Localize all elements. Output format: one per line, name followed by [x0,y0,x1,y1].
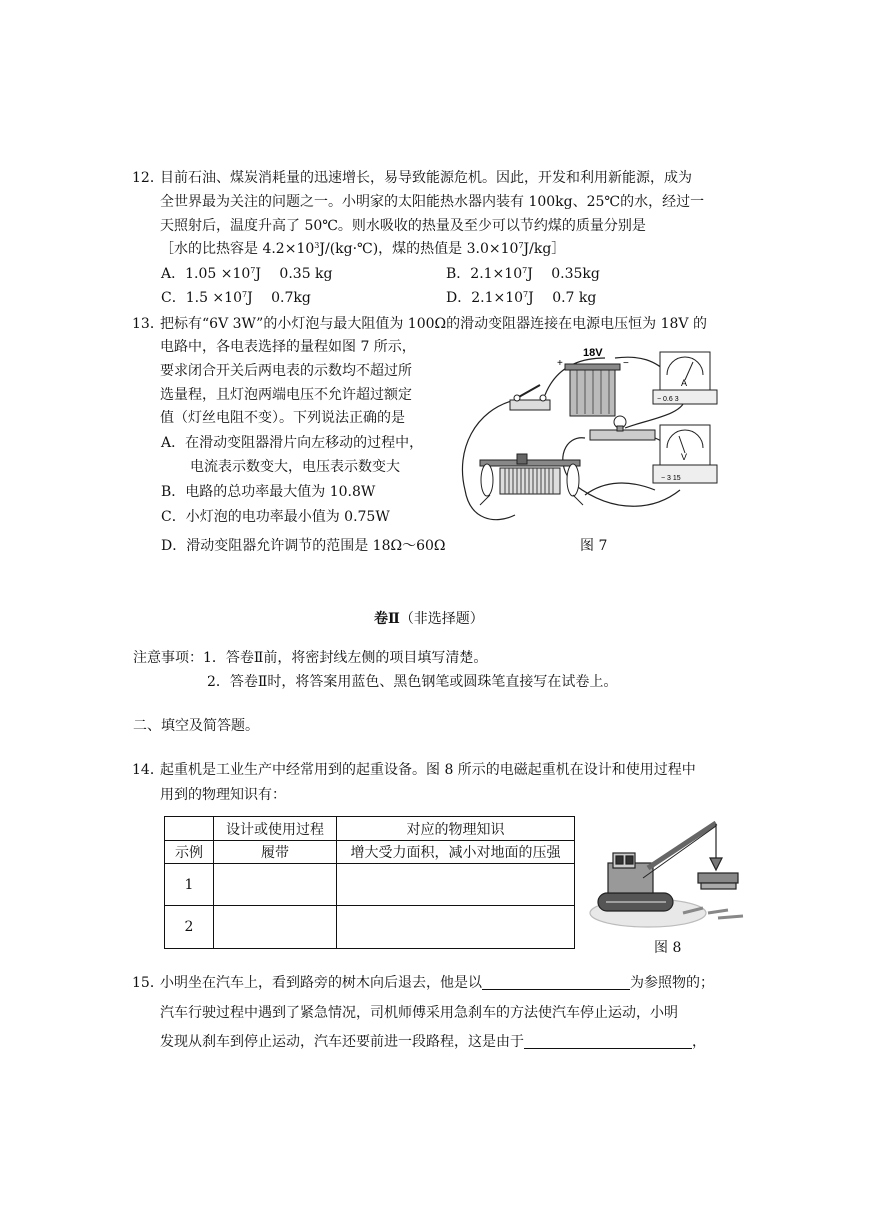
svg-text:−: − [623,358,629,369]
q14-line-2: 用到的物理知识有： [160,787,286,803]
notice-1: 注意事项：1．答卷Ⅱ前，将密封线左侧的项目填写清楚。 [133,650,488,666]
table-header-row [165,817,575,841]
answer-blank-reference[interactable] [482,973,630,990]
battery [565,364,620,416]
crane-figure [588,818,753,933]
section-2-title: 卷Ⅱ（非选择题） [374,611,484,627]
table-cell[interactable] [337,906,575,949]
table-header-cell: 对应的物理知识 [337,817,575,841]
table-cell[interactable] [214,864,337,906]
q13-line-4: 选量程，且灯泡两端电压不允许超过额定 [160,387,412,403]
battery-label: 18V [583,347,603,359]
wire-bottom [575,485,680,506]
q15-line-1: 小明坐在汽车上，看到路旁的树木向后退去，他是以 为参照物的； [160,975,714,991]
table-cell: 增大受力面积，减小对地面的压强 [337,841,575,864]
q12-option-d: D．$2.1\times 10^7J$ 0.7 kg [446,290,597,306]
rheostat [480,454,583,505]
table-header-cell: 设计或使用过程 [214,817,337,841]
table-cell: 示例 [165,841,214,864]
table-cell[interactable] [214,906,337,949]
ammeter-label: A [681,378,688,388]
q13-line-1: 把标有“6V 3W”的小灯泡与最大阻值为 100Ω的滑动变阻器连接在电源电压恒为 18V 的 [160,316,707,332]
q15-line-2: 汽车行驶过程中遇到了紧急情况，司机师傅采用急刹车的方法使汽车停止运动，小明 [160,1005,678,1021]
figure-8-caption: 图 8 [654,940,682,956]
q13-number: 13． [132,316,164,332]
figure-7-caption: 图 7 [580,538,608,554]
table-cell[interactable] [337,864,575,906]
part-2-title: 二、填空及简答题。 [133,718,259,734]
table-row [165,841,575,864]
svg-text:+: + [557,358,563,369]
circuit-figure [455,340,725,530]
switch [510,385,550,410]
table-row [165,906,575,949]
q15-number: 15． [132,975,164,991]
q13-option-d: D．滑动变阻器允许调节的范围是 18Ω～60Ω [161,538,446,554]
notice-2: 2．答卷Ⅱ时，将答案用蓝色、黑色钢笔或圆珠笔直接写在试卷上。 [207,674,618,690]
q13-option-c: C．小灯泡的电功率最小值为 0.75W [161,509,390,525]
voltmeter-ticks: − 3 15 [661,475,681,482]
q14-number: 14． [132,762,164,778]
q13-option-a-cont: 电流表示数变大，电压表示数变大 [190,459,400,475]
q12-line-3: 天照射后，温度升高了 50℃。则水吸收的热量及至少可以节约煤的质量分别是 [160,218,646,234]
q12-line-1: 目前石油、煤炭消耗量的迅速增长，易导致能源危机。因此，开发和利用新能源，成为 [160,170,692,186]
lamp [590,416,655,440]
q12-hint: ［水的比热容是 $4.2\times 10^3J/(kg\cdot℃)$，煤的热值是 $3.0\times 10^7J/kg]$ [160,241,566,257]
q12-option-c: C．$1.5 \times 10^7J$ 0.7kg [161,290,311,306]
table-cell: 1 [165,864,214,906]
knowledge-table [164,816,575,949]
q13-option-a: A．在滑动变阻器滑片向左移动的过程中， [161,435,424,451]
q15-line-3: 发现从刹车到停止运动，汽车还要前进一段路程，这是由于 ， [160,1034,706,1050]
q14-line-1: 起重机是工业生产中经常用到的起重设备。图 8 所示的电磁起重机在设计和使用过程中 [160,762,696,778]
q12-option-b: B．$2.1\times 10^7J$ 0.35kg [446,266,600,282]
table-header-cell [165,817,214,841]
table-cell: 履带 [214,841,337,864]
table-cell: 2 [165,906,214,949]
q12-line-2: 全世界最为关注的问题之一。小明家的太阳能热水器内装有 100kg、25℃的水，经过一 [160,194,705,210]
table-row [165,864,575,906]
q13-line-3: 要求闭合开关后两电表的示数均不超过所 [160,363,412,379]
q13-line-2: 电路中，各电表选择的量程如图 7 所示， [160,339,416,355]
q12-number: 12． [132,170,164,186]
q13-option-b: B．电路的总功率最大值为 10.8W [161,484,376,500]
ammeter-ticks: − 0.6 3 [657,396,679,403]
q13-line-5: 值（灯丝电阻不变）。下列说法正确的是 [160,410,405,426]
voltmeter-label: V [681,452,688,462]
answer-blank-reason[interactable] [524,1032,692,1049]
q12-option-a: A．$1.05 \times 10^7J$ 0.35 kg [161,266,333,282]
wire-meter [585,483,655,495]
